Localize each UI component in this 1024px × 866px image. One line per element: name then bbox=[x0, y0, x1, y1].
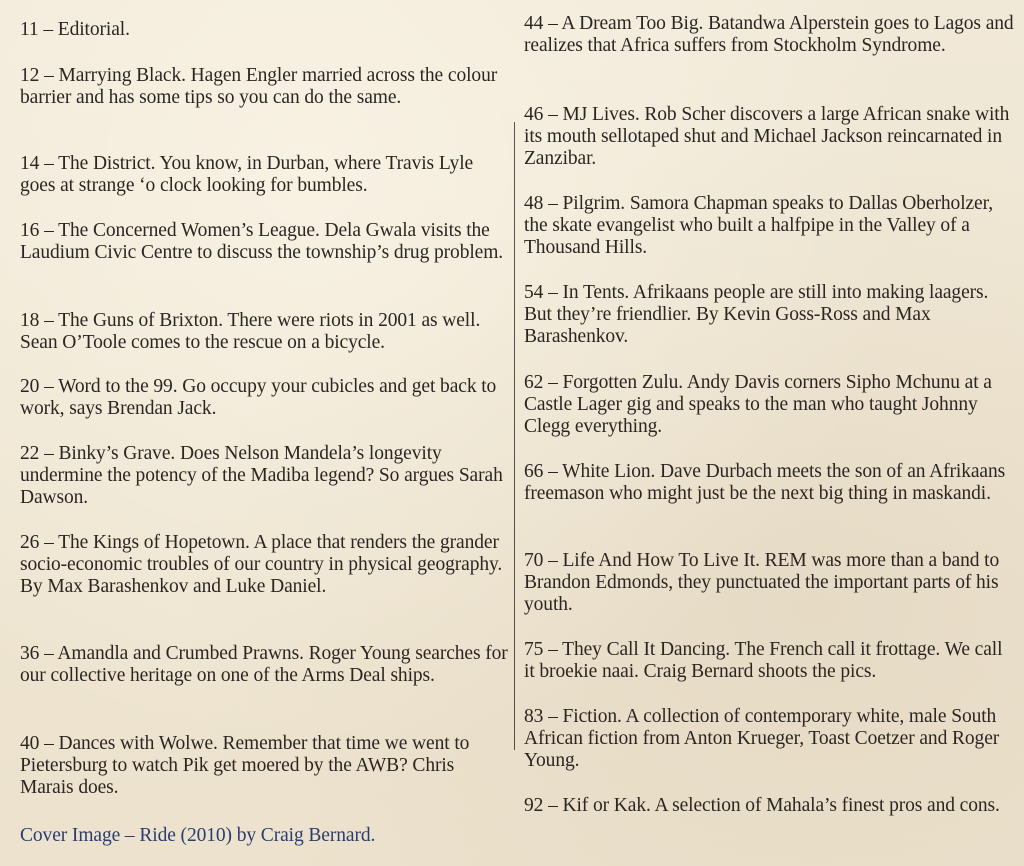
contents-entry: 18 – The Guns of Brixton. There were riots in 2001 as well. Sean O’Toole comes to the rescue on a bicycle. bbox=[20, 310, 481, 353]
contents-entry: 48 – Pilgrim. Samora Chapman speaks to Dallas Oberholzer, the skate evangelist who built a halfpipe in the Valley of a Thousand Hills. bbox=[524, 193, 994, 258]
column-divider bbox=[514, 122, 515, 750]
cover-image-credit: Cover Image – Ride (2010) by Craig Bernard. bbox=[20, 825, 376, 846]
contents-entry: 75 – They Call It Dancing. The French call it frottage. We call it broekie naai. Craig Bernard shoots the pics. bbox=[524, 639, 1003, 682]
contents-entry: 11 – Editorial. bbox=[20, 19, 130, 40]
contents-entry: 16 – The Concerned Women’s League. Dela Gwala visits the Laudium Civic Centre to discuss the township’s drug problem. bbox=[20, 220, 504, 263]
contents-entry: 36 – Amandla and Crumbed Prawns. Roger Young searches for our collective heritage on one of the Arms Deal ships. bbox=[20, 643, 508, 686]
contents-entry: 46 – MJ Lives. Rob Scher discovers a large African snake with its mouth sellotaped shut and Michael Jackson reincarnated in Zanzibar. bbox=[524, 104, 1010, 169]
contents-entry: 83 – Fiction. A collection of contemporary white, male South African fiction from Anton Krueger, Toast Coetzer and Roger Young. bbox=[524, 706, 1000, 771]
contents-entry: 70 – Life And How To Live It. REM was more than a band to Brandon Edmonds, they punctuated the important parts of his youth. bbox=[524, 550, 1000, 615]
contents-entry: 92 – Kif or Kak. A selection of Mahala’s finest pros and cons. bbox=[524, 795, 1000, 816]
contents-entry: 62 – Forgotten Zulu. Andy Davis corners Sipho Mchunu at a Castle Lager gig and speaks to the man who taught Johnny Clegg everything. bbox=[524, 372, 992, 437]
contents-entry: 26 – The Kings of Hopetown. A place that renders the grander socio-economic troubles of our country in physical geography. By Max Barashenkov and Luke Daniel. bbox=[20, 532, 503, 597]
contents-entry: 66 – White Lion. Dave Durbach meets the son of an Afrikaans freemason who might just be the next big thing in maskandi. bbox=[524, 461, 1006, 504]
contents-entry: 54 – In Tents. Afrikaans people are still into making laagers. But they’re friendlier. By Kevin Goss-Ross and Max Barashenkov. bbox=[524, 282, 989, 347]
contents-entry: 14 – The District. You know, in Durban, where Travis Lyle goes at strange ‘o clock looking for bumbles. bbox=[20, 153, 474, 196]
contents-entry: 44 – A Dream Too Big. Batandwa Alperstein goes to Lagos and realizes that Africa suffers from Stockholm Syndrome. bbox=[524, 13, 1014, 56]
contents-entry: 20 – Word to the 99. Go occupy your cubicles and get back to work, says Brendan Jack. bbox=[20, 376, 497, 419]
contents-entry: 22 – Binky’s Grave. Does Nelson Mandela’s longevity undermine the potency of the Madiba legend? So argues Sarah Dawson. bbox=[20, 443, 503, 508]
contents-entry: 40 – Dances with Wolwe. Remember that time we went to Pietersburg to watch Pik get moered by the AWB? Chris Marais does. bbox=[20, 733, 470, 798]
contents-entry: 12 – Marrying Black. Hagen Engler married across the colour barrier and has some tips so you can do the same. bbox=[20, 65, 498, 108]
